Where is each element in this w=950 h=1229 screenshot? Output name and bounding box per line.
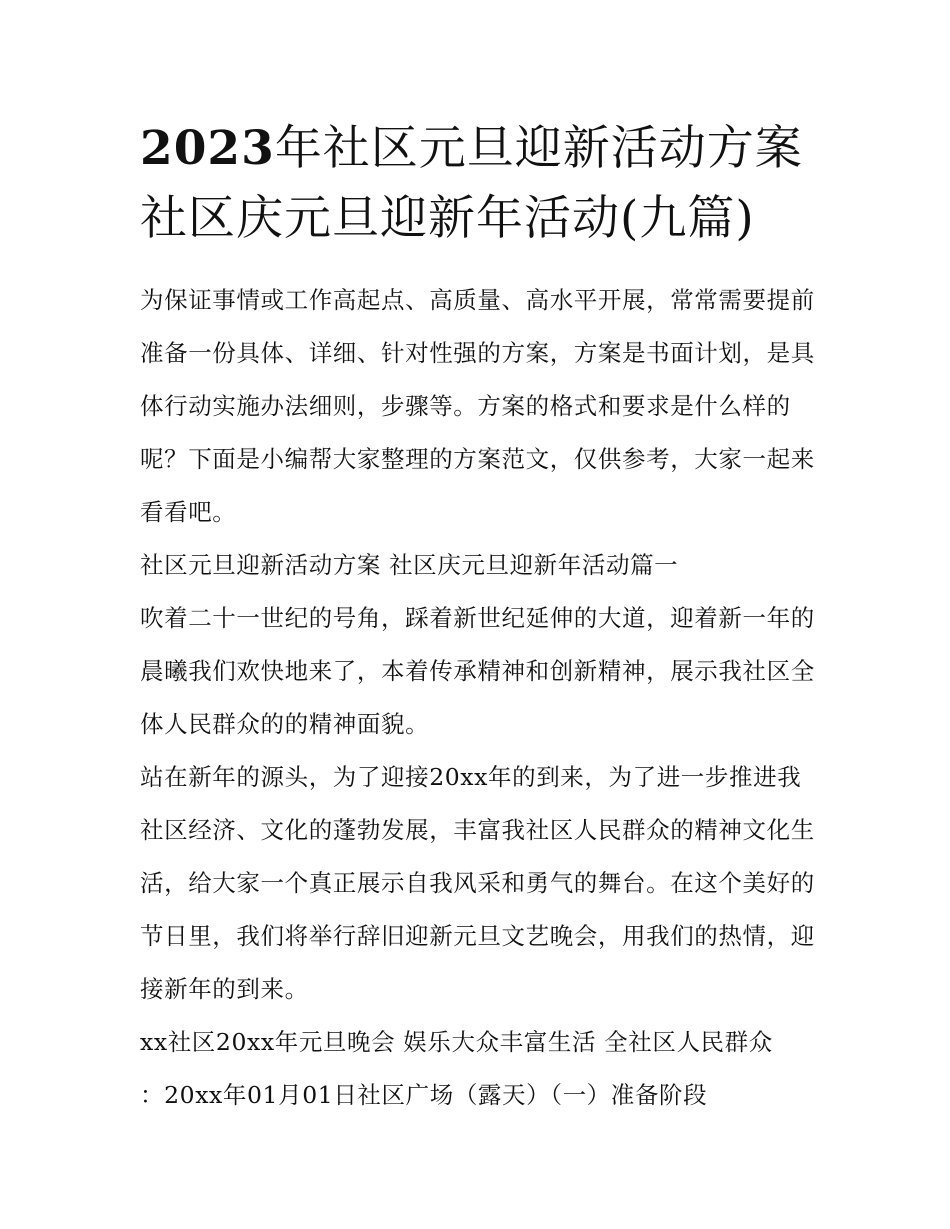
document-body xyxy=(140,274,816,1122)
title-text: 年社区元旦迎新活动方案社区庆元旦迎新年活动(九篇) xyxy=(140,121,803,246)
paragraph-opening: 吹着二十一世纪的号角，踩着新世纪延伸的大道，迎着新一年的晨曦我们欢快地来了，本着传承精神和创新精神，展示我社区全体人民群众的的精神面貌。 xyxy=(140,604,815,738)
document-title xyxy=(140,114,820,254)
section-heading-1: 社区元旦迎新活动方案 社区庆元旦迎新年活动篇一 xyxy=(140,551,679,579)
title-year: 2023 xyxy=(140,121,275,176)
paragraph-event-info: xx社区20xx年元旦晚会 娱乐大众丰富生活 全社区人民群众 xyxy=(140,1028,773,1056)
paragraph-time-place: ：20xx年01月01日社区广场（露天）（一）准备阶段 xyxy=(140,1081,708,1109)
intro-paragraph: 为保证事情或工作高起点、高质量、高水平开展，常常需要提前准备一份具体、详细、针对性强的方案，方案是书面计划，是具体行动实施办法细则，步骤等。方案的格式和要求是什么样的呢？下面是小编帮大家整理的方案范文，仅供参考，大家一起来看看吧。 xyxy=(140,286,815,526)
paragraph-purpose: 站在新年的源头，为了迎接20xx年的到来，为了进一步推进我社区经济、文化的蓬勃发展，丰富我社区人民群众的精神文化生活，给大家一个真正展示自我风采和勇气的舞台。在这个美好的节日里，我们将举行辞旧迎新元旦文艺晚会，用我们的热情，迎接新年的到来。 xyxy=(140,763,815,1003)
